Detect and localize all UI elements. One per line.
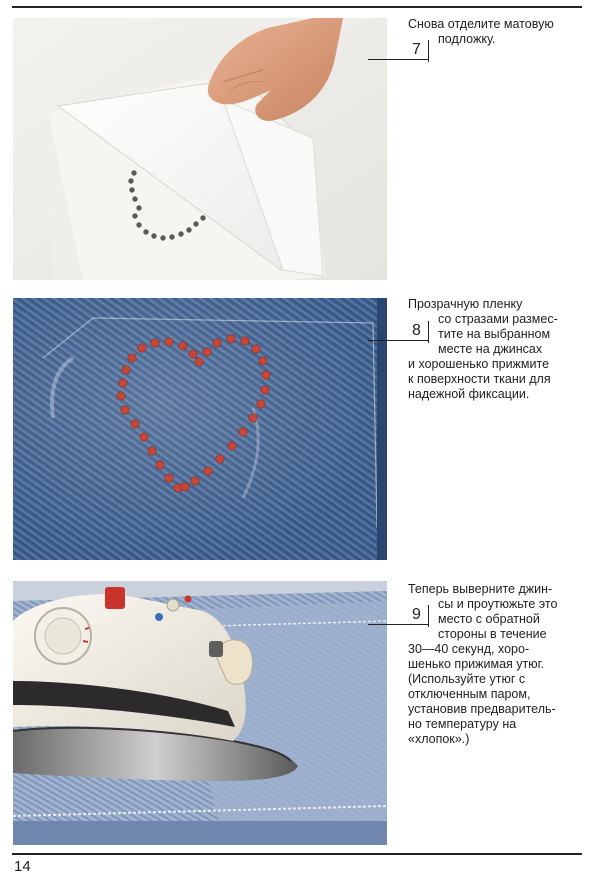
step-9-line-9: установив предваритель- [408,702,556,716]
step-8-line-1: Прозрачную пленку [408,297,523,311]
step-8-number: 8 [412,322,421,339]
step-9-line-10: но температуру на [408,717,517,731]
step-7-line-1: Снова отделите матовую [408,17,554,31]
step-7-number: 7 [412,41,421,58]
step-9-line-4: стороны в течение [438,627,547,641]
step-9-line-6: шенько прижимая утюг. [408,657,545,671]
step-9-line-5: 30—40 секунд, хоро- [408,642,530,656]
step-9-line-2: сы и проутюжьте это [438,597,558,611]
step-8-line-5: и хорошенько прижмите [408,357,550,371]
step-9-line-11: «хлопок».) [408,732,470,746]
step-7-text [0,17,610,57]
step-9-line-1: Теперь выверните джин- [408,582,553,596]
step-8-line-4: месте на джинсах [438,342,543,356]
bottom-rule [12,853,582,855]
step-8-line-6: к поверхности ткани для [408,372,551,386]
step-8-line-2: со стразами размес- [438,312,558,326]
top-rule [12,6,582,8]
step-9-number: 9 [412,606,421,623]
step-7-line-2: подложку. [438,32,496,46]
step-9-line-3: место с обратной [438,612,540,626]
step-9-line-7: (Используйте утюг с [408,672,526,686]
step-8-line-3: тите на выбранном [438,327,551,341]
page-number: 14 [14,858,31,875]
step-9-line-8: отключенным паром, [408,687,531,701]
step-9-text [0,582,610,752]
step-8-line-7: надежной фиксации. [408,387,530,401]
step-7-photo [13,18,387,280]
step-8-text [0,297,610,407]
